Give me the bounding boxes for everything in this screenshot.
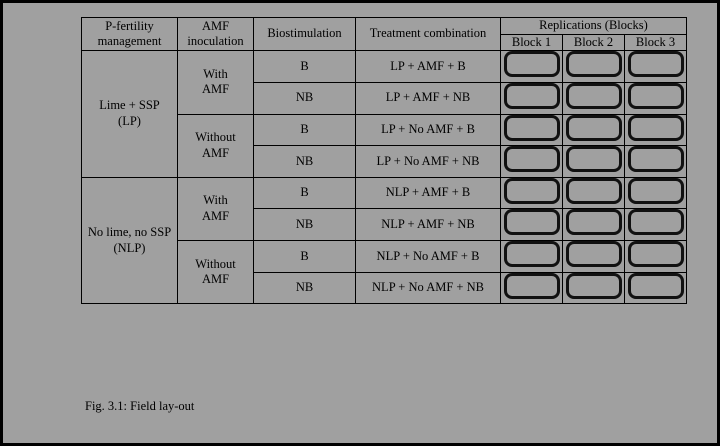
cell-plot-block2 — [563, 209, 625, 241]
cell-p-fertility-nlp — [82, 177, 178, 304]
cell-plot-block3 — [625, 272, 687, 304]
plot-rectangle — [566, 146, 622, 172]
cell-plot-block1 — [501, 82, 563, 114]
cell-plot-block2 — [563, 114, 625, 146]
field-layout-figure — [81, 17, 686, 304]
header-block-1: Block 1 — [501, 34, 563, 51]
amf-line-1: Without — [195, 256, 236, 271]
header-biostimulation: Biostimulation — [254, 18, 356, 51]
cell-treatment: NLP + No AMF + NB — [356, 272, 501, 304]
plot-rectangle — [504, 115, 560, 141]
amf-line-2: AMF — [201, 145, 230, 160]
cell-biostimulation: B — [254, 177, 356, 209]
plot-rectangle — [566, 209, 622, 235]
amf-line-2: AMF — [201, 208, 230, 223]
cell-plot-block1 — [501, 209, 563, 241]
header-amf-inoculation: AMF inoculation — [178, 18, 254, 51]
plot-rectangle — [566, 178, 622, 204]
header-block-2: Block 2 — [563, 34, 625, 51]
cell-plot-block3 — [625, 51, 687, 83]
cell-plot-block2 — [563, 146, 625, 178]
header-block-3: Block 3 — [625, 34, 687, 51]
p-fertility-line-1: No lime, no SSP — [87, 224, 172, 239]
cell-treatment: NLP + AMF + B — [356, 177, 501, 209]
cell-plot-block1 — [501, 272, 563, 304]
cell-biostimulation: NB — [254, 146, 356, 178]
plot-rectangle — [628, 115, 684, 141]
plot-rectangle — [504, 51, 560, 77]
cell-treatment: LP + AMF + NB — [356, 82, 501, 114]
cell-biostimulation: B — [254, 114, 356, 146]
cell-plot-block1 — [501, 241, 563, 273]
plot-rectangle — [628, 51, 684, 77]
cell-plot-block3 — [625, 146, 687, 178]
plot-rectangle — [566, 115, 622, 141]
cell-biostimulation: B — [254, 241, 356, 273]
cell-plot-block3 — [625, 209, 687, 241]
cell-amf-without-lp — [178, 114, 254, 177]
table-header-row-1 — [82, 18, 687, 35]
cell-plot-block2 — [563, 82, 625, 114]
cell-plot-block1 — [501, 114, 563, 146]
cell-plot-block1 — [501, 177, 563, 209]
cell-plot-block1 — [501, 51, 563, 83]
amf-line-2: AMF — [201, 82, 230, 97]
plot-rectangle — [504, 178, 560, 204]
header-treatment-combination: Treatment combination — [356, 18, 501, 51]
cell-plot-block2 — [563, 241, 625, 273]
plot-rectangle — [628, 178, 684, 204]
plot-rectangle — [628, 241, 684, 267]
amf-line-1: With — [203, 193, 228, 208]
cell-treatment: NLP + No AMF + B — [356, 241, 501, 273]
plot-rectangle — [628, 83, 684, 109]
plot-rectangle — [628, 273, 684, 299]
plot-rectangle — [566, 241, 622, 267]
cell-plot-block1 — [501, 146, 563, 178]
plot-rectangle — [628, 209, 684, 235]
figure-caption: Fig. 3.1: Field lay-out — [85, 399, 195, 413]
cell-amf-without-nlp — [178, 241, 254, 304]
plot-rectangle — [566, 51, 622, 77]
cell-amf-with-nlp — [178, 177, 254, 240]
cell-plot-block3 — [625, 82, 687, 114]
cell-plot-block3 — [625, 177, 687, 209]
amf-line-1: With — [203, 66, 228, 81]
p-fertility-line-1: Lime + SSP — [99, 98, 160, 113]
plot-rectangle — [628, 146, 684, 172]
cell-p-fertility-lp — [82, 51, 178, 178]
table-row — [82, 177, 687, 209]
cell-plot-block3 — [625, 114, 687, 146]
plot-rectangle — [504, 209, 560, 235]
cell-biostimulation: NB — [254, 209, 356, 241]
plot-rectangle — [504, 241, 560, 267]
cell-amf-with-lp — [178, 51, 254, 114]
cell-plot-block2 — [563, 51, 625, 83]
cell-treatment: NLP + AMF + NB — [356, 209, 501, 241]
plot-rectangle — [504, 146, 560, 172]
cell-plot-block3 — [625, 241, 687, 273]
cell-plot-block2 — [563, 177, 625, 209]
cell-treatment: LP + No AMF + B — [356, 114, 501, 146]
amf-line-2: AMF — [201, 272, 230, 287]
table-row — [82, 51, 687, 83]
cell-plot-block2 — [563, 272, 625, 304]
cell-biostimulation: B — [254, 51, 356, 83]
cell-treatment: LP + No AMF + NB — [356, 146, 501, 178]
cell-biostimulation: NB — [254, 82, 356, 114]
cell-treatment: LP + AMF + B — [356, 51, 501, 83]
header-replications: Replications (Blocks) — [501, 18, 687, 35]
p-fertility-line-2: (LP) — [118, 114, 141, 128]
plot-rectangle — [504, 83, 560, 109]
plot-rectangle — [504, 273, 560, 299]
p-fertility-line-2: (NLP) — [113, 240, 146, 255]
plot-rectangle — [566, 83, 622, 109]
amf-line-1: Without — [195, 130, 236, 144]
cell-biostimulation: NB — [254, 272, 356, 304]
header-p-fertility: P-fertility management — [82, 18, 178, 51]
field-layout-table — [81, 17, 687, 304]
plot-rectangle — [566, 273, 622, 299]
